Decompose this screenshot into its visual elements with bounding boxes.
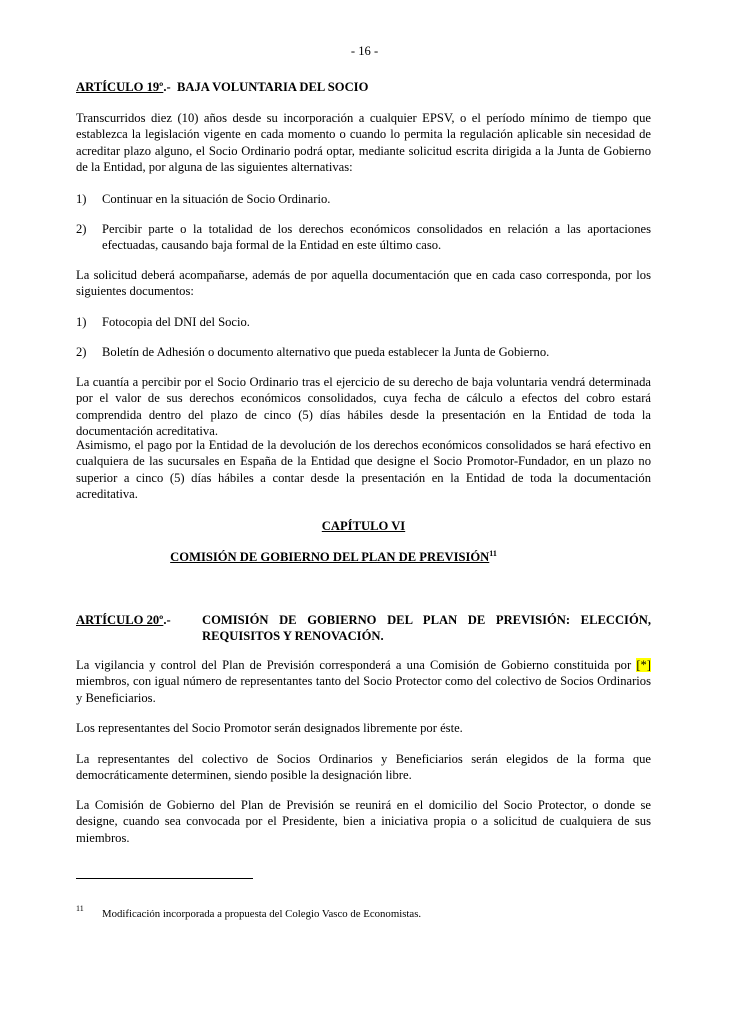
footnote-reference: 11 xyxy=(489,548,497,558)
document-item-2 xyxy=(76,344,651,360)
option-text: Continuar en la situación de Socio Ordinario. xyxy=(102,192,331,206)
article-19-intro: Transcurridos diez (10) años desde su incorporación a cualquier EPSV, o el período mínimo de tiempo que establezca la legislación vigente en cada momento o cuando lo permita la regulación aplicable sin necesidad de acreditar plazo alguno, el Socio Ordinario podrá optar, mediante solicitud escrita dirigida a la Junta de Gobierno de la Entidad, por alguna de las siguientes alternativas: xyxy=(76,111,651,175)
page-number: - 16 - xyxy=(350,44,379,58)
option-item-1 xyxy=(76,191,651,207)
article-20-paragraph-1: La vigilancia y control del Plan de Previsión corresponderá a una Comisión de Gobierno constituida por [*] miembros, con igual número de representantes tanto del Socio Protector como del colectivo de Socios Ordinarios y Beneficiarios. xyxy=(76,658,651,705)
footnote-mark: 11 xyxy=(76,904,84,913)
chapter-label: CAPÍTULO VI xyxy=(321,519,406,533)
option-item-2 xyxy=(76,221,651,254)
document-number: 2) xyxy=(76,345,87,359)
article-20-paragraph-2: Los representantes del Socio Promotor serán designados libremente por éste. xyxy=(76,721,463,735)
document-text: Boletín de Adhesión o documento alternativo que pueda establecer la Junta de Gobierno. xyxy=(102,345,550,359)
article-20-paragraph-3: La representantes del colectivo de Socios Ordinarios y Beneficiarios serán elegidos de la forma que democráticamente determinen, siendo posible la designación libre. xyxy=(76,752,651,783)
article-19-label: ARTÍCULO 19º xyxy=(76,80,164,94)
option-text: Percibir parte o la totalidad de los derechos económicos consolidados en relación a las aportaciones efectuadas, causando baja formal de la Entidad en este último caso. xyxy=(102,222,651,253)
documents-intro: La solicitud deberá acompañarse, además de por aquella documentación que en cada caso corresponda, por los siguientes documentos: xyxy=(76,268,651,299)
option-number: 2) xyxy=(76,222,87,236)
paragraph-pago: Asimismo, el pago por la Entidad de la devolución de los derechos económicos consolidados se hará efectivo en cualquiera de las sucursales en España de la Entidad que designe el Socio Promotor-Fundador, en un plazo no superior a cinco (5) días hábiles a contar desde la presentación en la Entidad de toda la documentación acreditativa. xyxy=(76,438,651,502)
article-20-label: ARTÍCULO 20º xyxy=(76,613,164,627)
document-item-1 xyxy=(76,314,651,330)
footnote xyxy=(76,906,651,922)
paragraph-cuantia: La cuantía a percibir por el Socio Ordinario tras el ejercicio de su derecho de baja voluntaria vendrá determinada por el valor de sus derechos económicos consolidados, cuya fecha de cálculo a efectos del cobro estará comprendida dentro del plazo de cinco (5) días hábiles desde la presentación en la Entidad de toda la documentación acreditativa. xyxy=(76,375,651,439)
article-20-paragraph-4: La Comisión de Gobierno del Plan de Previsión se reunirá en el domicilio del Socio Protector, o donde se designe, cuando sea convocada por el Presidente, bien a iniciativa propia o a solicitud de cualquiera de sus miembros. xyxy=(76,798,651,845)
article-20-label-block xyxy=(76,612,206,628)
article-20-title: COMISIÓN DE GOBIERNO DEL PLAN DE PREVISIÓN: ELECCIÓN, REQUISITOS Y RENOVACIÓN. xyxy=(202,613,651,644)
placeholder-mark: [*] xyxy=(636,658,651,672)
article-19-heading xyxy=(76,79,368,95)
article-19-separator: .- xyxy=(163,80,177,94)
article-19-title: BAJA VOLUNTARIA DEL SOCIO xyxy=(176,80,369,94)
chapter-title: COMISIÓN DE GOBIERNO DEL PLAN DE PREVISIÓN$^{11}$ xyxy=(170,548,497,564)
footnote-separator xyxy=(76,878,253,879)
document-number: 1) xyxy=(76,315,87,329)
option-number: 1) xyxy=(76,192,87,206)
footnote-text: Modificación incorporada a propuesta del Colegio Vasco de Economistas. xyxy=(102,908,422,920)
article-20-separator: .- xyxy=(163,613,171,627)
document-text: Fotocopia del DNI del Socio. xyxy=(102,315,250,329)
